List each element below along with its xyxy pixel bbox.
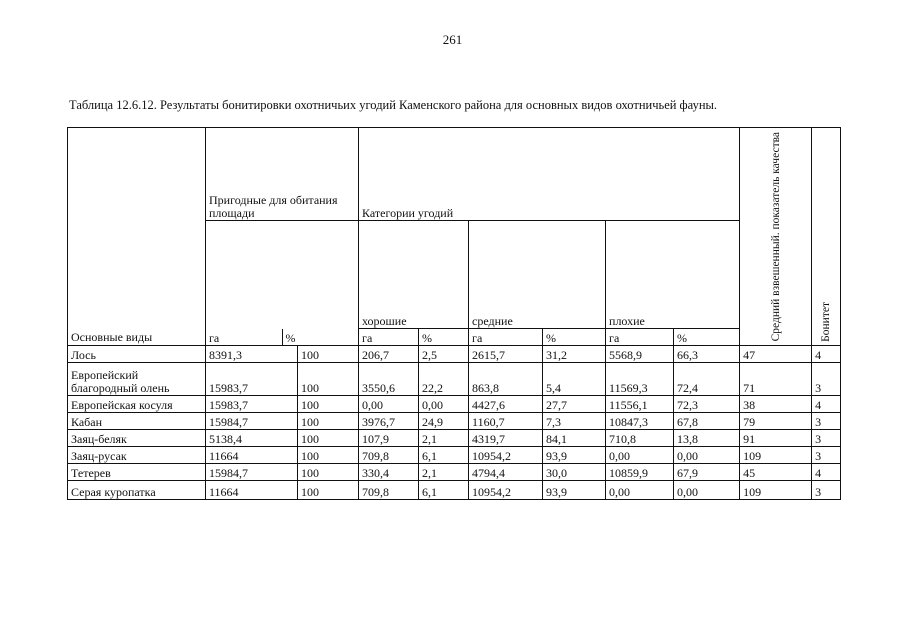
header-avg-quality-label: Средний взвешенный. показатель качества [769,132,782,342]
cell-poor-ha: 10847,3 [606,413,674,430]
cell-species-name: Европейская косуля [68,396,206,413]
table-row [68,430,841,447]
table-row [68,346,841,363]
cell-medium-ha: 4794,4 [469,464,543,481]
header-good [359,221,469,329]
cell-avg-quality: 38 [740,396,812,413]
cell-bonitet: 3 [812,363,841,396]
table-caption: Таблица 12.6.12. Результаты бонитировки охотничьих угодий Каменского района для основных видов охотничьей фауны. [69,98,718,112]
cell-poor-ha: 5568,9 [606,346,674,363]
table-row [68,396,841,413]
cell-species-name: Заяц-русак [68,447,206,464]
cell-suitable-pct: 100 [298,346,359,363]
header-species [68,128,206,346]
cell-medium-ha: 863,8 [469,363,543,396]
cell-good-ha: 3976,7 [359,413,419,430]
cell-good-ha: 206,7 [359,346,419,363]
cell-poor-pct: 67,8 [674,413,740,430]
cell-avg-quality: 109 [740,481,812,500]
cell-medium-pct: 93,9 [543,481,606,500]
header-suitable [206,128,359,221]
cell-bonitet: 4 [812,346,841,363]
header-good-pct: % [419,329,469,346]
header-avg-quality [740,128,812,346]
cell-good-pct: 22,2 [419,363,469,396]
header-suitable-label: Пригодные для обитания площади [209,193,338,220]
cell-poor-ha: 0,00 [606,481,674,500]
cell-medium-pct: 93,9 [543,447,606,464]
header-bonitet-label: Бонитет [820,301,833,342]
header-medium-pct: % [543,329,606,346]
table-body [68,346,841,500]
header-medium [469,221,606,329]
cell-bonitet: 3 [812,413,841,430]
cell-good-pct: 2,5 [419,346,469,363]
cell-suitable-pct: 100 [298,481,359,500]
cell-good-pct: 0,00 [419,396,469,413]
table-row [68,413,841,430]
cell-suitable-pct: 100 [298,447,359,464]
cell-good-pct: 24,9 [419,413,469,430]
cell-species-name: Европейский благородный олень [68,363,206,396]
header-medium-label: средние [472,314,513,329]
cell-species-name: Заяц-беляк [68,430,206,447]
header-suitable-units [206,221,359,346]
cell-medium-ha: 4427,6 [469,396,543,413]
cell-medium-pct: 27,7 [543,396,606,413]
cell-medium-pct: 84,1 [543,430,606,447]
cell-suitable-ha: 11664 [206,447,298,464]
cell-medium-ha: 1160,7 [469,413,543,430]
cell-poor-pct: 66,3 [674,346,740,363]
cell-good-pct: 6,1 [419,447,469,464]
table-row [68,363,841,396]
cell-good-ha: 3550,6 [359,363,419,396]
header-categories-label: Категории угодий [362,206,454,220]
cell-bonitet: 3 [812,481,841,500]
cell-bonitet: 3 [812,447,841,464]
cell-suitable-ha: 15984,7 [206,464,298,481]
page-number: 261 [442,32,463,47]
cell-medium-ha: 10954,2 [469,447,543,464]
cell-bonitet: 3 [812,430,841,447]
table-row [68,464,841,481]
cell-poor-pct: 13,8 [674,430,740,447]
cell-suitable-ha: 11664 [206,481,298,500]
cell-poor-pct: 72,3 [674,396,740,413]
header-bonitet [812,128,841,346]
table-row [68,447,841,464]
cell-suitable-ha: 5138,4 [206,430,298,447]
cell-medium-ha: 10954,2 [469,481,543,500]
cell-suitable-pct: 100 [298,430,359,447]
cell-avg-quality: 79 [740,413,812,430]
cell-good-ha: 0,00 [359,396,419,413]
cell-good-ha: 107,9 [359,430,419,447]
cell-species-name: Лось [68,346,206,363]
cell-good-ha: 330,4 [359,464,419,481]
header-poor-pct: % [674,329,740,346]
cell-avg-quality: 109 [740,447,812,464]
cell-avg-quality: 91 [740,430,812,447]
cell-good-pct: 2,1 [419,464,469,481]
header-poor-ha: га [606,329,674,346]
cell-suitable-ha: 15983,7 [206,396,298,413]
cell-poor-ha: 10859,9 [606,464,674,481]
cell-bonitet: 4 [812,464,841,481]
cell-medium-pct: 30,0 [543,464,606,481]
cell-good-ha: 709,8 [359,447,419,464]
cell-avg-quality: 45 [740,464,812,481]
cell-avg-quality: 47 [740,346,812,363]
cell-suitable-pct: 100 [298,413,359,430]
cell-species-name: Серая куропатка [68,481,206,500]
cell-suitable-pct: 100 [298,396,359,413]
header-good-ha: га [359,329,419,346]
cell-poor-pct: 67,9 [674,464,740,481]
cell-poor-ha: 0,00 [606,447,674,464]
header-suitable-ha: га [209,331,220,346]
cell-avg-quality: 71 [740,363,812,396]
cell-poor-ha: 11569,3 [606,363,674,396]
header-good-label: хорошие [362,314,407,329]
cell-poor-ha: 710,8 [606,430,674,447]
header-species-label: Основные виды [71,330,153,345]
cell-poor-pct: 0,00 [674,447,740,464]
cell-good-ha: 709,8 [359,481,419,500]
cell-suitable-pct: 100 [298,363,359,396]
cell-poor-ha: 11556,1 [606,396,674,413]
header-poor-label: плохие [609,314,645,329]
header-poor [606,221,740,329]
cell-medium-pct: 31,2 [543,346,606,363]
cell-suitable-ha: 15984,7 [206,413,298,430]
cell-poor-pct: 72,4 [674,363,740,396]
cell-poor-pct: 0,00 [674,481,740,500]
cell-medium-ha: 2615,7 [469,346,543,363]
cell-suitable-pct: 100 [298,464,359,481]
cell-bonitet: 4 [812,396,841,413]
header-medium-ha: га [469,329,543,346]
table-row [68,481,841,500]
cell-suitable-ha: 8391,3 [206,346,298,363]
cell-medium-pct: 5,4 [543,363,606,396]
header-categories [359,128,740,221]
cell-good-pct: 6,1 [419,481,469,500]
header-suitable-pct: % [282,329,358,346]
bonitet-table [67,127,841,500]
cell-species-name: Тетерев [68,464,206,481]
cell-species-name: Кабан [68,413,206,430]
cell-medium-ha: 4319,7 [469,430,543,447]
cell-good-pct: 2,1 [419,430,469,447]
cell-medium-pct: 7,3 [543,413,606,430]
cell-suitable-ha: 15983,7 [206,363,298,396]
